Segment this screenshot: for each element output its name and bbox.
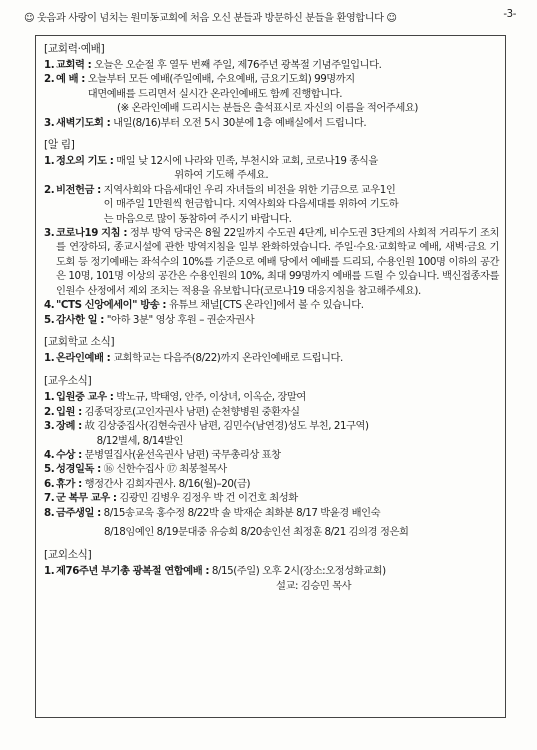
item-number: 7. bbox=[44, 492, 55, 505]
item-text: 내일(8/16)부터 오전 5시 30분에 1층 예배실에서 드립니다. bbox=[113, 116, 367, 129]
item-number: 4. bbox=[44, 299, 55, 312]
item-label: 제76주년 부기총 광복절 연합예배 : bbox=[56, 565, 210, 578]
member-item-4 bbox=[44, 448, 499, 462]
item-line: 이 매주일 1만원씩 헌금합니다. 지역사회와 다음세대를 위하여 기도하 bbox=[103, 198, 399, 211]
item-label: 금주생일 : bbox=[56, 506, 101, 519]
bulletin-box bbox=[35, 35, 506, 718]
item-number: 6. bbox=[44, 477, 55, 490]
member-item-2 bbox=[44, 405, 499, 419]
member-item-3 bbox=[44, 419, 499, 448]
item-label: 예 배 : bbox=[56, 73, 85, 86]
member-item-5 bbox=[44, 462, 499, 476]
item-line: 지역사회와 다음세대인 우리 자녀들의 비전을 위한 기금으로 교우1인 bbox=[103, 183, 396, 196]
item-line: 8/12별세, 8/14발인 bbox=[96, 434, 183, 447]
item-number: 1. bbox=[44, 391, 55, 404]
item-number: 2. bbox=[44, 73, 55, 86]
item-note: (※ 온라인예배 드리시는 분들은 출석표시로 자신의 이름을 적어주세요) bbox=[117, 102, 418, 115]
item-text: 행정간사 김희자권사. 8/16(월)–20(금) bbox=[84, 477, 251, 490]
outside-item-1 bbox=[44, 564, 499, 578]
section-title-members: [교우소식] bbox=[44, 375, 92, 388]
section-title-school: [교회학교 소식] bbox=[44, 335, 115, 348]
section-title-outside: [교외소식] bbox=[44, 549, 92, 562]
item-label: 입원중 교우 : bbox=[56, 391, 114, 404]
item-label: 감사한 일 : bbox=[56, 313, 104, 326]
item-label: "CTS 신앙에세이" 방송 : bbox=[56, 299, 167, 312]
item-line: 8/15송교욱 홍수정 8/22박 솔 박재순 최화분 8/17 박윤경 배인숙 bbox=[103, 506, 381, 519]
member-item-7 bbox=[44, 491, 499, 505]
item-number: 1. bbox=[44, 565, 55, 578]
item-text: 교회학교는 다음주(8/22)까지 온라인예배로 드립니다. bbox=[113, 351, 343, 364]
worship-item-2 bbox=[44, 72, 499, 115]
item-line: 8/18임예인 8/19문대중 유승희 8/20송인선 최정훈 8/21 김의경 정은희 bbox=[104, 525, 409, 538]
item-line: 위하여 기도해 주세요. bbox=[174, 169, 269, 182]
item-number: 1. bbox=[44, 155, 55, 168]
notice-item-1 bbox=[44, 154, 499, 183]
item-line: 매일 낮 12시에 나라와 민족, 부천시와 교회, 코로나19 종식을 bbox=[116, 155, 378, 168]
member-item-8 bbox=[44, 506, 499, 540]
item-label: 비전헌금 : bbox=[56, 183, 101, 196]
item-number: 2. bbox=[44, 183, 55, 196]
bulletin-content bbox=[44, 42, 499, 593]
notice-item-5 bbox=[44, 313, 499, 327]
item-number: 5. bbox=[44, 463, 55, 476]
item-text: 8/15(주일) 오후 2시(장소:오정성화교회) bbox=[211, 565, 386, 578]
item-label: 온라인예배 : bbox=[56, 351, 111, 364]
item-line: 오늘부터 모든 예배(주일예배, 수요예배, 금요기도회) 99명까지 bbox=[87, 73, 355, 86]
item-text: 문병열집사(윤선옥권사 남편) 국무총리상 표창 bbox=[84, 448, 281, 461]
item-label: 휴가 : bbox=[56, 477, 82, 490]
item-number: 5. bbox=[44, 313, 55, 326]
item-label: 입원 : bbox=[56, 405, 82, 418]
item-number: 1. bbox=[44, 351, 55, 364]
section-title-worship: [교회력·예배] bbox=[44, 43, 105, 55]
welcome-message: ☺ 웃음과 사랑이 넘치는 원미동교회에 처음 오신 분들과 방문하신 분들을 환영합니다 ☺ bbox=[24, 13, 397, 24]
notice-item-2 bbox=[44, 183, 499, 226]
item-number: 8. bbox=[44, 506, 55, 519]
item-label: 교회력 : bbox=[56, 59, 92, 71]
member-item-6 bbox=[44, 477, 499, 491]
item-number: 1. bbox=[44, 59, 55, 71]
item-text: 정부 방역 당국은 8월 22일까지 수도권 4단계, 비수도권 3단계의 사회적 거리두기 조치를 연장하되, 종교시설에 관한 방역지침을 일부 완화하였습니다. 주일·수요·교회학교 예배, 새벽·금요 기도회 등 정기예배는 좌석수의 10%를 기준으로 예배 당에서 예배를 드리되, 수용인원 100명 이하의 공간은 10명, 101명 이상의 공간은 수용인원의 10%, 최대 99명까지 예배를 드릴 수 있습니다. 백신접종자를 인원수 산정에서 제외 조치는 적용을 유보합니다(코로나19 대응지침을 참고해주세요). bbox=[56, 227, 499, 297]
item-number: 4. bbox=[44, 448, 55, 461]
item-label: 군 복무 교우 : bbox=[56, 492, 117, 505]
item-number: 3. bbox=[44, 227, 55, 240]
sermon-preacher: 설교: 김승민 목사 bbox=[276, 579, 352, 592]
page-header bbox=[24, 9, 516, 27]
item-label: 새벽기도회 : bbox=[56, 116, 111, 129]
item-line: 故 김상중집사(김현숙권사 남편, 김민수(남연경)성도 부친, 21구역) bbox=[84, 420, 369, 433]
school-item-1 bbox=[44, 351, 499, 365]
item-label: 성경일독 : bbox=[56, 463, 101, 476]
section-title-notices: [알 림] bbox=[44, 139, 75, 152]
worship-item-1 bbox=[44, 58, 499, 72]
item-text: 유튜브 채널[CTS 온라인]에서 볼 수 있습니다. bbox=[168, 299, 364, 312]
item-line: 대면예배를 드리면서 실시간 온라인예배도 함께 진행합니다. bbox=[87, 87, 343, 100]
item-number: 3. bbox=[44, 420, 55, 433]
item-label: 코로나19 지침 : bbox=[56, 227, 127, 240]
item-text: 오늘은 오순절 후 열두 번째 주일, 제76주년 광복절 기념주일입니다. bbox=[94, 59, 382, 71]
member-item-1 bbox=[44, 390, 499, 404]
page-number: -3- bbox=[503, 9, 516, 20]
item-label: 장례 : bbox=[56, 420, 82, 433]
worship-item-3 bbox=[44, 116, 499, 130]
item-text: 김광민 김병우 김정우 박 건 이건호 최성화 bbox=[119, 492, 298, 505]
item-text: 박노규, 박태영, 안주, 이상녀, 이옥순, 장말여 bbox=[116, 391, 306, 404]
item-text: 김종덕장로(고인자권사 남편) 순천향병원 중환자실 bbox=[84, 405, 300, 418]
item-number: 3. bbox=[44, 116, 55, 129]
item-number: 2. bbox=[44, 405, 55, 418]
item-text: "아하 3분" 영상 후원 – 권순자권사 bbox=[106, 313, 255, 326]
item-label: 수상 : bbox=[56, 448, 82, 461]
sermon-line bbox=[44, 579, 499, 593]
notice-item-4 bbox=[44, 298, 499, 312]
item-line: 는 마음으로 많이 동참하여 주시기 바랍니다. bbox=[103, 212, 292, 225]
notice-item-3 bbox=[44, 226, 499, 298]
item-label: 정오의 기도 : bbox=[56, 155, 114, 168]
item-text: ⑯ 신한수집사 ⑰ 최봉철목사 bbox=[103, 463, 227, 476]
